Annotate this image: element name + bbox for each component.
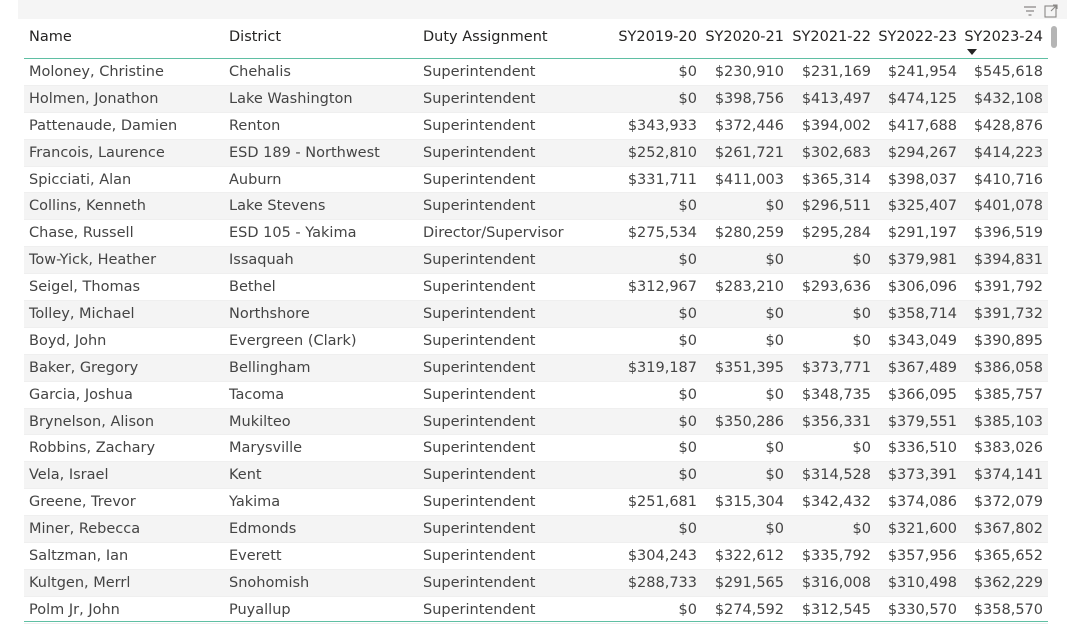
district-cell: Chehalis: [229, 64, 291, 80]
name-cell: Vela, Israel: [29, 467, 109, 484]
sy2019-20-cell: $304,243: [627, 548, 697, 565]
sort-descending-icon: [967, 49, 977, 55]
name-cell: Seigel, Thomas: [29, 279, 141, 296]
sy2019-20-cell: $0: [678, 467, 697, 484]
name-cell: Robbins, Zachary: [29, 440, 156, 457]
sy2022-23-cell: $241,954: [887, 64, 957, 80]
table-row[interactable]: [24, 193, 1048, 220]
name-cell: Moloney, Christine: [29, 64, 164, 80]
sy2019-20-cell: $0: [678, 90, 697, 107]
sy2019-20-cell: $288,733: [627, 574, 697, 591]
sy2022-23-cell: $343,049: [887, 332, 957, 349]
district-cell: Kent: [229, 467, 262, 484]
sy2020-21-cell: $0: [765, 198, 784, 215]
duty-assignment-cell: Superintendent: [423, 494, 536, 511]
sy2022-23-cell: $367,489: [887, 359, 957, 376]
duty-assignment-cell: Superintendent: [423, 413, 536, 430]
sy2022-23-cell: $310,498: [887, 574, 957, 591]
sy2020-21-cell: $0: [765, 332, 784, 349]
sy2022-23-cell: $474,125: [887, 90, 957, 107]
duty-assignment-cell: Superintendent: [423, 440, 536, 457]
duty-assignment-cell: Director/Supervisor: [423, 225, 564, 242]
sy2020-21-cell: $398,756: [714, 90, 784, 107]
sy2023-24-cell: $410,716: [973, 171, 1043, 188]
sy2022-23-cell: $366,095: [887, 386, 957, 403]
table-row[interactable]: [24, 86, 1048, 113]
table-body: [24, 59, 1048, 624]
sy2019-20-cell: $251,681: [627, 494, 697, 511]
visual-header: [18, 0, 1067, 19]
district-cell: ESD 189 - Northwest: [229, 144, 380, 161]
sy2020-21-cell: $230,910: [714, 64, 784, 80]
sy2020-21-cell: $0: [765, 386, 784, 403]
sy2021-22-cell: $335,792: [801, 548, 871, 565]
sy2022-23-cell: $294,267: [887, 144, 957, 161]
sy2020-21-cell: $261,721: [714, 144, 784, 161]
sy2023-24-cell: $391,732: [973, 306, 1043, 323]
name-cell: Tolley, Michael: [29, 306, 135, 323]
sy2021-22-cell: $348,735: [801, 386, 871, 403]
sy2021-22-cell: $0: [852, 440, 871, 457]
sy2023-24-cell: $401,078: [973, 198, 1043, 215]
table-row[interactable]: [24, 167, 1048, 194]
name-cell: Collins, Kenneth: [29, 198, 146, 215]
column-header-sy2022-23[interactable]: SY2022-23: [878, 29, 957, 45]
sy2021-22-cell: $394,002: [801, 117, 871, 134]
sy2021-22-cell: $342,432: [801, 494, 871, 511]
table-row[interactable]: [24, 543, 1048, 570]
sy2023-24-cell: $367,802: [973, 521, 1043, 538]
table-row[interactable]: [24, 516, 1048, 543]
district-cell: Bethel: [229, 279, 276, 296]
district-cell: Northshore: [229, 306, 310, 323]
sy2023-24-cell: $414,223: [973, 144, 1043, 161]
sy2019-20-cell: $0: [678, 332, 697, 349]
sy2021-22-cell: $373,771: [801, 359, 871, 376]
sy2023-24-cell: $385,103: [973, 413, 1043, 430]
filter-icon[interactable]: [1023, 3, 1037, 17]
sy2020-21-cell: $283,210: [714, 279, 784, 296]
district-cell: Mukilteo: [229, 413, 291, 430]
name-cell: Spicciati, Alan: [29, 171, 132, 188]
table-row[interactable]: [24, 220, 1048, 247]
sy2020-21-cell: $322,612: [714, 548, 784, 565]
table-row[interactable]: [24, 435, 1048, 462]
duty-assignment-cell: Superintendent: [423, 306, 536, 323]
sy2020-21-cell: $0: [765, 440, 784, 457]
sy2019-20-cell: $0: [678, 252, 697, 269]
district-cell: Lake Washington: [229, 90, 353, 107]
sy2020-21-cell: $0: [765, 252, 784, 269]
district-cell: Renton: [229, 117, 281, 134]
sy2020-21-cell: $274,592: [714, 601, 784, 618]
duty-assignment-cell: Superintendent: [423, 171, 536, 188]
sy2021-22-cell: $293,636: [801, 279, 871, 296]
column-header-name[interactable]: Name: [29, 29, 72, 45]
sy2021-22-cell: $413,497: [801, 90, 871, 107]
vertical-scrollbar[interactable]: [1051, 26, 1057, 48]
sy2022-23-cell: $330,570: [887, 601, 957, 618]
sy2019-20-cell: $319,187: [627, 359, 697, 376]
sy2020-21-cell: $350,286: [714, 413, 784, 430]
sy2021-22-cell: $296,511: [801, 198, 871, 215]
sy2023-24-cell: $545,618: [973, 64, 1043, 80]
sy2022-23-cell: $417,688: [887, 117, 957, 134]
district-cell: Issaquah: [229, 252, 294, 269]
name-cell: Greene, Trevor: [29, 494, 136, 511]
sy2021-22-cell: $314,528: [801, 467, 871, 484]
district-cell: ESD 105 - Yakima: [229, 225, 357, 242]
name-cell: Pattenaude, Damien: [29, 117, 178, 134]
sy2021-22-cell: $365,314: [801, 171, 871, 188]
sy2021-22-cell: $302,683: [801, 144, 871, 161]
sy2020-21-cell: $0: [765, 467, 784, 484]
sy2019-20-cell: $0: [678, 64, 697, 80]
district-cell: Auburn: [229, 171, 282, 188]
sy2020-21-cell: $411,003: [714, 171, 784, 188]
sy2021-22-cell: $0: [852, 306, 871, 323]
name-cell: Kultgen, Merrl: [29, 574, 131, 591]
name-cell: Saltzman, Ian: [29, 548, 129, 565]
table-row[interactable]: [24, 382, 1048, 409]
district-cell: Lake Stevens: [229, 198, 326, 215]
sy2021-22-cell: $316,008: [801, 574, 871, 591]
name-cell: Francois, Laurence: [29, 144, 165, 161]
name-cell: Tow-Yick, Heather: [29, 252, 157, 269]
table-header: [24, 20, 1048, 59]
sy2020-21-cell: $372,446: [714, 117, 784, 134]
sy2019-20-cell: $343,933: [627, 117, 697, 134]
sy2019-20-cell: $0: [678, 413, 697, 430]
column-header-duty-assignment[interactable]: Duty Assignment: [423, 29, 548, 45]
table-row[interactable]: [24, 409, 1048, 436]
name-cell: Miner, Rebecca: [29, 521, 141, 538]
name-cell: Garcia, Joshua: [29, 386, 133, 403]
table-row[interactable]: [24, 59, 1048, 86]
sy2020-21-cell: $351,395: [714, 359, 784, 376]
sy2023-24-cell: $386,058: [973, 359, 1043, 376]
table-row[interactable]: [24, 274, 1048, 301]
sy2021-22-cell: $312,545: [801, 601, 871, 618]
sy2020-21-cell: $291,565: [714, 574, 784, 591]
district-cell: Tacoma: [229, 386, 285, 403]
sy2021-22-cell: $0: [852, 252, 871, 269]
sy2020-21-cell: $0: [765, 521, 784, 538]
name-cell: Polm Jr, John: [29, 601, 120, 618]
name-cell: Boyd, John: [29, 332, 107, 349]
table-row[interactable]: [24, 113, 1048, 140]
sy2022-23-cell: $336,510: [887, 440, 957, 457]
table-row[interactable]: [24, 597, 1048, 624]
duty-assignment-cell: Superintendent: [423, 279, 536, 296]
district-cell: Marysville: [229, 440, 303, 457]
duty-assignment-cell: Superintendent: [423, 144, 536, 161]
sy2021-22-cell: $356,331: [801, 413, 871, 430]
sy2023-24-cell: $394,831: [973, 252, 1043, 269]
sy2019-20-cell: $0: [678, 386, 697, 403]
table-row[interactable]: [24, 489, 1048, 516]
sy2022-23-cell: $325,407: [887, 198, 957, 215]
duty-assignment-cell: Superintendent: [423, 64, 536, 80]
column-header-sy2023-24[interactable]: SY2023-24: [964, 29, 1043, 45]
duty-assignment-cell: Superintendent: [423, 359, 536, 376]
duty-assignment-cell: Superintendent: [423, 386, 536, 403]
sy2023-24-cell: $385,757: [973, 386, 1043, 403]
table-row[interactable]: [24, 140, 1048, 167]
sy2023-24-cell: $372,079: [973, 494, 1043, 511]
sy2022-23-cell: $373,391: [887, 467, 957, 484]
duty-assignment-cell: Superintendent: [423, 332, 536, 349]
sy2019-20-cell: $0: [678, 521, 697, 538]
sy2023-24-cell: $390,895: [973, 332, 1043, 349]
district-cell: Edmonds: [229, 521, 297, 538]
table-row[interactable]: [24, 247, 1048, 274]
duty-assignment-cell: Superintendent: [423, 117, 536, 134]
name-cell: Baker, Gregory: [29, 359, 139, 376]
name-cell: Holmen, Jonathon: [29, 90, 159, 107]
sy2023-24-cell: $358,570: [973, 601, 1043, 618]
sy2022-23-cell: $321,600: [887, 521, 957, 538]
sy2019-20-cell: $252,810: [627, 144, 697, 161]
sy2020-21-cell: $280,259: [714, 225, 784, 242]
column-header-sy2020-21[interactable]: SY2020-21: [705, 29, 784, 45]
table-row[interactable]: [24, 301, 1048, 328]
sy2023-24-cell: $365,652: [973, 548, 1043, 565]
sy2022-23-cell: $379,551: [887, 413, 957, 430]
sy2023-24-cell: $396,519: [973, 225, 1043, 242]
sy2022-23-cell: $374,086: [887, 494, 957, 511]
table-row[interactable]: [24, 328, 1048, 355]
district-cell: Puyallup: [229, 601, 291, 618]
sy2020-21-cell: $315,304: [714, 494, 784, 511]
sy2023-24-cell: $391,792: [973, 279, 1043, 296]
duty-assignment-cell: Superintendent: [423, 252, 536, 269]
sy2022-23-cell: $306,096: [887, 279, 957, 296]
district-cell: Yakima: [229, 494, 281, 511]
district-cell: Evergreen (Clark): [229, 332, 357, 349]
district-cell: Everett: [229, 548, 282, 565]
duty-assignment-cell: Superintendent: [423, 521, 536, 538]
district-cell: Snohomish: [229, 574, 310, 591]
sy2023-24-cell: $374,141: [973, 467, 1043, 484]
sy2022-23-cell: $358,714: [887, 306, 957, 323]
sy2020-21-cell: $0: [765, 306, 784, 323]
sy2022-23-cell: $398,037: [887, 171, 957, 188]
sy2021-22-cell: $231,169: [801, 64, 871, 80]
duty-assignment-cell: Superintendent: [423, 467, 536, 484]
duty-assignment-cell: Superintendent: [423, 198, 536, 215]
table-row[interactable]: [24, 570, 1048, 597]
sy2019-20-cell: $0: [678, 198, 697, 215]
sy2023-24-cell: $383,026: [973, 440, 1043, 457]
sy2019-20-cell: $0: [678, 440, 697, 457]
focus-mode-icon[interactable]: [1044, 3, 1058, 17]
district-cell: Bellingham: [229, 359, 311, 376]
sy2023-24-cell: $428,876: [973, 117, 1043, 134]
salary-table: [24, 20, 1048, 624]
sy2022-23-cell: $357,956: [887, 548, 957, 565]
duty-assignment-cell: Superintendent: [423, 601, 536, 618]
sy2021-22-cell: $295,284: [801, 225, 871, 242]
sy2019-20-cell: $312,967: [627, 279, 697, 296]
sy2019-20-cell: $275,534: [627, 225, 697, 242]
duty-assignment-cell: Superintendent: [423, 90, 536, 107]
sy2021-22-cell: $0: [852, 521, 871, 538]
name-cell: Brynelson, Alison: [29, 413, 155, 430]
sy2023-24-cell: $432,108: [973, 90, 1043, 107]
column-header-sy2019-20[interactable]: SY2019-20: [618, 29, 697, 45]
table-row[interactable]: [24, 355, 1048, 382]
sy2019-20-cell: $331,711: [627, 171, 697, 188]
sy2022-23-cell: $291,197: [887, 225, 957, 242]
column-header-sy2021-22[interactable]: SY2021-22: [792, 29, 871, 45]
table-bottom-border: [24, 621, 1048, 622]
sy2022-23-cell: $379,981: [887, 252, 957, 269]
sy2023-24-cell: $362,229: [973, 574, 1043, 591]
name-cell: Chase, Russell: [29, 225, 134, 242]
duty-assignment-cell: Superintendent: [423, 574, 536, 591]
duty-assignment-cell: Superintendent: [423, 548, 536, 565]
sy2019-20-cell: $0: [678, 601, 697, 618]
sy2021-22-cell: $0: [852, 332, 871, 349]
table-row[interactable]: [24, 462, 1048, 489]
sy2019-20-cell: $0: [678, 306, 697, 323]
column-header-district[interactable]: District: [229, 29, 282, 45]
